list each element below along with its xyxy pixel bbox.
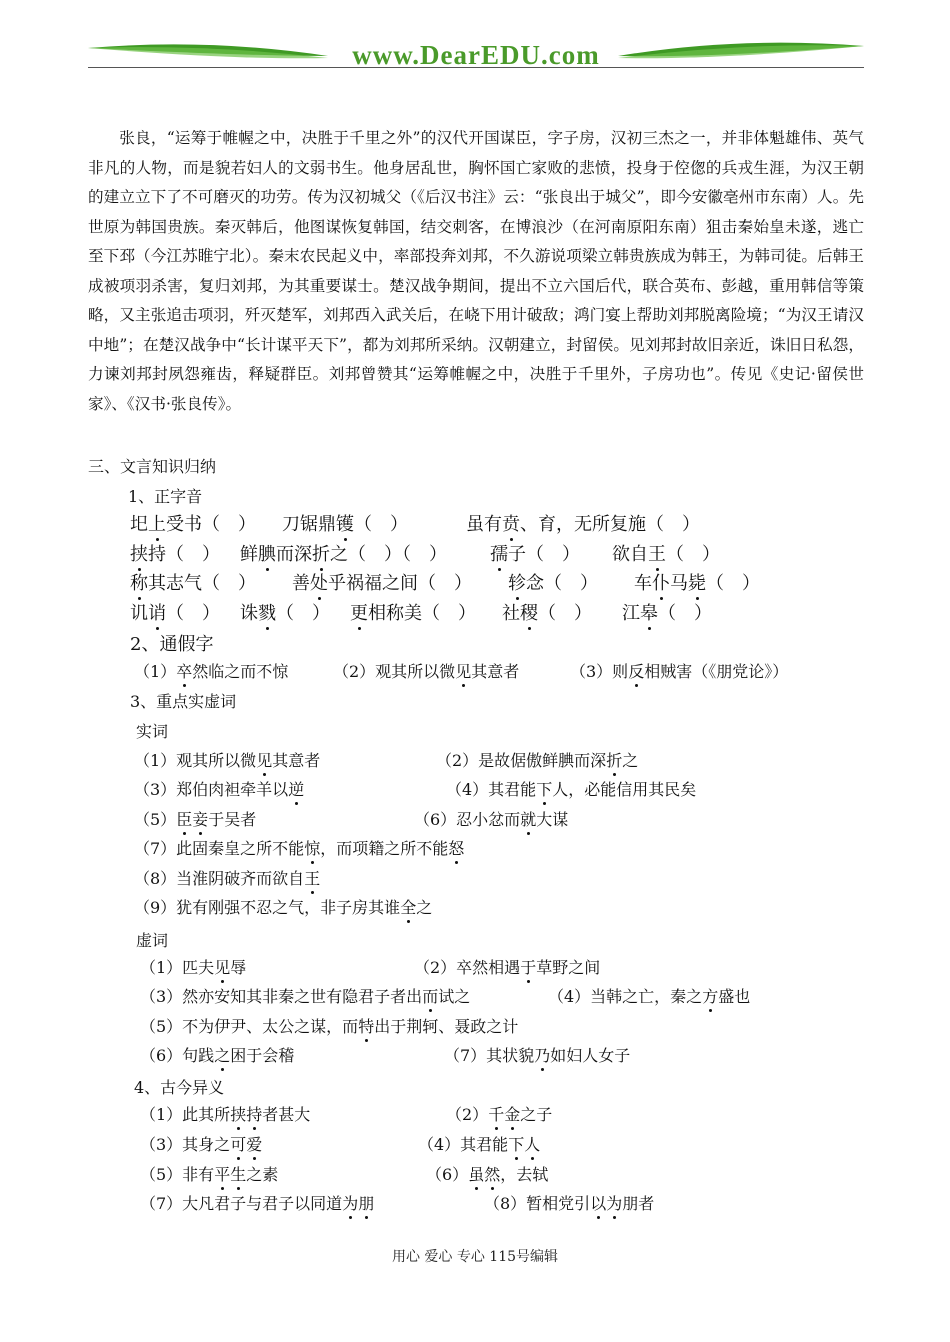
s1-item: 虽有贲、育，无所复施（ ） [466, 510, 700, 536]
xuci-item: （7）其状貌乃如妇人女子 [444, 1043, 630, 1066]
site-logo-text: www.DearEDU.com [352, 40, 600, 70]
xuci-label: 虚词 [136, 931, 169, 950]
shici-item: （1）观其所以微见其意者 [134, 748, 320, 771]
shici-item: （2）是故倨傲鲜腆而深折之 [436, 748, 638, 771]
intro-paragraph: 张良，“运筹于帷幄之中，决胜于千里之外”的汉代开国谋臣，字子房，汉初三杰之一，并非体魁雄伟、英气非凡的人物，而是貌若妇人的文弱书生。他身居乱世，胸怀国亡家败的悲愤，投身于倥偬的兵戎生涯，为汉王朝的建立立下了不可磨灭的功劳。传为汉初城父（《后汉书注》云：“张良出于城父”，即今安徽亳州市东南）人。先世原为韩国贵族。秦灭韩后，他图谋恢复韩国，结交刺客，在博浪沙（在河南原阳东南）狙击秦始皇未遂，逃亡至下邳（今江苏睢宁北）。秦末农民起义中，率部投奔刘邦，不久游说项梁立韩贵族成为韩王，为韩司徒。后韩王成被项羽杀害，复归刘邦，为其重要谋士。楚汉战争期间，提出不立六国后代，联合英布、彭越，重用韩信等策略，又主张追击项羽，歼灭楚军，刘邦西入武关后，在峣下用计破敌；鸿门宴上帮助刘邦脱离险境；“为汉王请汉中地”；在楚汉战争中“长计谋平天下”，都为刘邦所采纳。汉朝建立，封留侯。见刘邦封故旧亲近，诛旧日私怨，力谏刘邦封夙怨雍齿，释疑群臣。刘邦曾赞其“运筹帷幄之中，决胜于千里外，子房功也”。传见《史记·留侯世家》、《汉书·张良传》。 [88, 129, 864, 413]
xuci-item: （2）卒然相遇于草野之间 [414, 955, 600, 978]
shici-item: （5）臣妾于吴者 [134, 807, 256, 830]
header-rule [88, 67, 864, 68]
shici-label: 实词 [136, 722, 169, 741]
page-footer: 用心 爱心 专心 115号编辑 [391, 1249, 559, 1265]
s4-item: （6）虽然，去轼 [426, 1162, 548, 1185]
s1-item: 孺子（ ） [490, 540, 580, 566]
s1-item: 讥诮（ ） [130, 599, 220, 625]
s1-item: 车仆马毙（ ） [634, 569, 760, 595]
xuci-item: （1）匹夫见辱 [140, 955, 246, 978]
s2-item: （2）观其所以微见其意者 [333, 659, 519, 682]
s2-item: （1）卒然临之而不惊 [134, 659, 288, 682]
s4-item: （5）非有平生之素 [140, 1162, 278, 1185]
s1-item: 刀锯鼎镬（ ） [282, 510, 408, 536]
s1-item: 更相称美（ ） [350, 599, 476, 625]
shici-item: （7）此固秦皇之所不能惊，而项籍之所不能怒 [134, 836, 464, 859]
shici-item: （8）当淮阴破齐而欲自王 [134, 866, 320, 889]
s4-item: （7）大凡君子与君子以同道为朋 [140, 1191, 374, 1214]
s4-item: （2）千金之子 [446, 1102, 552, 1125]
s4-item: （4）其君能下人 [418, 1132, 540, 1155]
xuci-item: （5）不为伊尹、太公之谋，而特出于荆轲、聂政之计 [140, 1014, 518, 1037]
s4-item: （1）此其所挟持者甚大 [140, 1102, 310, 1125]
xuci-item: （6）句践之困于会稽 [140, 1043, 294, 1066]
shici-item: （4）其君能下人，必能信用其民矣 [446, 777, 696, 800]
s1-item: 社稷（ ） [502, 599, 592, 625]
s1-item: 挟持（ ） [130, 540, 220, 566]
s3-title: 3、重点实虚词 [130, 692, 237, 711]
s1-item: 轸念（ ） [508, 569, 598, 595]
shici-item: （9）犹有刚强不忍之气，非子房其谁全之 [134, 895, 432, 918]
s1-item: 欲自王（ ） [612, 540, 720, 566]
s1-title: 1、正字音 [128, 487, 203, 506]
xuci-item: （3）然亦安知其非秦之世有隐君子者出而试之 [140, 984, 470, 1007]
s1-item: 江皋（ ） [622, 599, 712, 625]
shici-item: （6）忍小忿而就大谋 [414, 807, 568, 830]
s4-item: （3）其身之可爱 [140, 1132, 262, 1155]
s1-item: 善处乎祸福之间（ ） [292, 569, 472, 595]
s4-item: （8）暂相党引以为朋者 [484, 1191, 654, 1214]
s1-item: 诛戮（ ） [240, 599, 330, 625]
s2-item: （3）则反相贼害（《朋党论》） [570, 659, 788, 682]
s2-title: 2、通假字 [130, 634, 214, 655]
s1-item: 称其志气（ ） [130, 569, 256, 595]
shici-item: （3）郑伯肉袒牵羊以逆 [134, 777, 304, 800]
s1-item: 鲜腆而深折之（ ）（ ） [240, 540, 447, 566]
header-banner [88, 34, 864, 74]
s4-title: 4、古今异义 [134, 1078, 225, 1097]
s1-item: 圯上受书（ ） [130, 510, 256, 536]
section-3-title: 三、文言知识归纳 [88, 457, 217, 476]
xuci-item: （4）当韩之亡，秦之方盛也 [548, 984, 750, 1007]
